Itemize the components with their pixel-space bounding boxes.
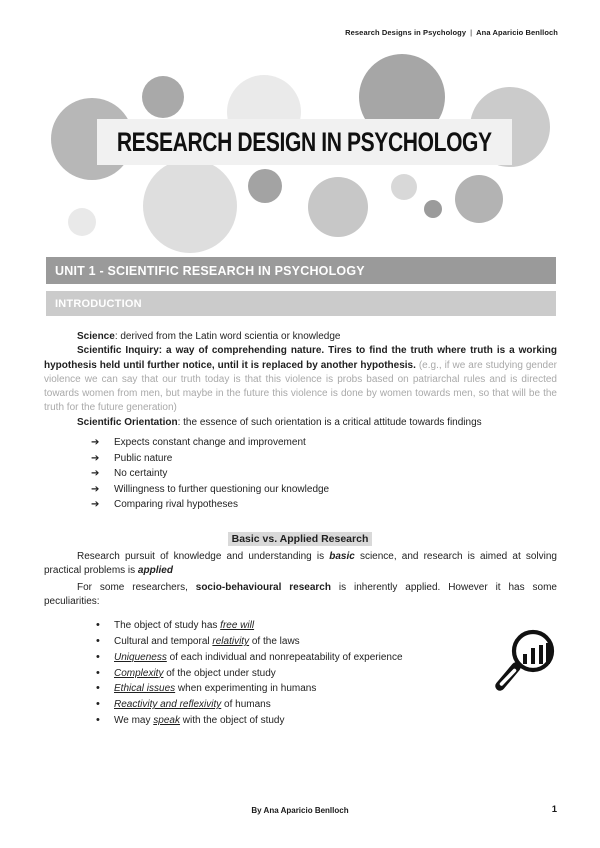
paragraph-science	[44, 330, 557, 344]
list-item	[44, 482, 557, 498]
list-item	[44, 497, 557, 513]
text-segment: speak	[153, 714, 180, 726]
text-segment: of the laws	[249, 635, 300, 647]
intro-section	[44, 330, 557, 513]
dot-bullet-icon: •	[96, 698, 100, 711]
text-segment: Complexity	[114, 667, 164, 679]
text-segment: : derived from the Latin word scientia or knowledge	[114, 331, 341, 342]
text-segment: (e.g., if we are studying gender violence we can say that our truth today is that this violence is probs based on patriarchal rules and is directed towards women from men, but maybe in the future this violence is done by women towards men, so that will be the truth for the future generation)	[44, 359, 557, 414]
text-segment: For some researchers,	[77, 581, 196, 593]
list-item-text	[114, 652, 403, 663]
arrow-bullet-icon: ➔	[91, 499, 100, 511]
text-segment: with the object of study	[179, 714, 285, 726]
text-segment: science, and research is aimed at solving practical problems is	[44, 551, 557, 577]
decorative-circle	[142, 76, 184, 118]
dot-bullet-icon: •	[96, 682, 100, 695]
document-title: RESEARCH DESIGN IN PSYCHOLOGY	[117, 126, 492, 157]
list-item-text	[114, 668, 276, 679]
list-item-text: Expects constant change and improvement	[114, 437, 306, 449]
list-item-text: Comparing rival hypotheses	[114, 499, 238, 511]
paragraph-inquiry	[44, 344, 557, 415]
text-segment: Cultural and temporal	[114, 635, 213, 647]
paragraph-socio-behavioural	[44, 581, 557, 610]
intro-heading-bar	[46, 291, 556, 316]
list-item	[44, 435, 557, 451]
unit-heading-bar	[46, 257, 556, 284]
magnifier-chart-icon	[490, 629, 556, 695]
text-segment: Scientific Orientation	[77, 416, 178, 428]
text-segment: Reactivity and reflexivity	[114, 699, 222, 711]
decorative-circle	[424, 200, 442, 218]
paragraph-basic-applied	[44, 550, 557, 579]
list-item	[44, 618, 557, 634]
decorative-circle	[68, 208, 96, 236]
decorative-circle	[455, 175, 503, 223]
text-segment: We may	[114, 714, 154, 726]
arrow-bullet-icon: ➔	[91, 483, 100, 495]
dot-bullet-icon: •	[96, 713, 100, 726]
text-segment: basic	[329, 551, 355, 562]
list-item	[44, 697, 557, 713]
peculiarities-bullet-list	[44, 618, 557, 729]
text-segment: Science	[77, 331, 115, 342]
text-segment: applied	[137, 565, 173, 577]
list-item-text	[114, 636, 300, 647]
dot-bullet-icon: •	[96, 666, 100, 679]
text-segment: socio-behavioural research	[195, 581, 331, 593]
footer-credit: By Ana Aparicio Benlloch	[251, 806, 349, 815]
list-item-text: No certainty	[114, 468, 168, 480]
footer-page-number: 1	[551, 804, 557, 815]
text-segment: : the essence of such orientation is a critical attitude towards findings	[177, 416, 482, 428]
orientation-arrow-list	[44, 435, 557, 513]
text-segment: Research pursuit of knowledge and understanding is	[77, 551, 330, 562]
text-segment: Scientific Inquiry:	[77, 345, 163, 357]
intro-heading: INTRODUCTION	[55, 297, 142, 310]
dot-bullet-icon: •	[96, 619, 100, 632]
text-segment: of the object under study	[163, 667, 276, 679]
list-item-text	[114, 699, 271, 710]
decorative-circle	[143, 159, 237, 253]
text-segment: Uniqueness	[114, 651, 167, 663]
unit-heading: UNIT 1 - SCIENTIFIC RESEARCH IN PSYCHOLOGY	[55, 263, 365, 278]
arrow-bullet-icon: ➔	[91, 468, 100, 480]
decorative-circle	[308, 177, 368, 237]
title-banner-plate	[97, 119, 512, 165]
paragraph-orientation	[44, 416, 557, 430]
text-segment: Ethical issues	[114, 683, 176, 695]
header-doc-title: Research Designs in Psychology	[345, 28, 467, 37]
header-author: Ana Aparicio Benlloch	[476, 28, 558, 37]
list-item	[44, 681, 557, 697]
text-segment: is inherently applied. However it has some peculiarities:	[44, 581, 557, 607]
list-item	[44, 650, 557, 666]
subheading-basic-vs-applied: Basic vs. Applied Research	[228, 532, 373, 546]
text-segment: a way of comprehending nature. Tires to find the truth where truth is a working hypothesis held until further notice, until it is replaced by another hypothesis.	[44, 345, 557, 371]
text-segment: of humans	[221, 699, 271, 711]
header-separator: |	[470, 28, 473, 37]
list-item-text	[114, 683, 316, 694]
dot-bullet-icon: •	[96, 650, 100, 663]
list-item-text	[114, 715, 284, 726]
text-segment: relativity	[212, 635, 250, 647]
list-item	[44, 466, 557, 482]
subheading-row	[0, 529, 600, 547]
decorative-circle	[391, 174, 417, 200]
list-item	[44, 451, 557, 467]
text-segment: of each individual and nonrepeatability of experience	[166, 651, 403, 663]
arrow-bullet-icon: ➔	[91, 452, 100, 464]
list-item	[44, 713, 557, 729]
basic-applied-section	[44, 550, 557, 729]
text-segment: when experimenting in humans	[175, 683, 317, 695]
decorative-circle	[248, 169, 282, 203]
list-item-text: Willingness to further questioning our knowledge	[114, 483, 330, 495]
list-item	[44, 634, 557, 650]
dot-bullet-icon: •	[96, 634, 100, 647]
list-item-text: Public nature	[114, 452, 173, 464]
list-item-text	[114, 620, 254, 631]
text-segment: free will	[220, 620, 255, 632]
list-item	[44, 666, 557, 682]
arrow-bullet-icon: ➔	[91, 437, 100, 449]
text-segment: The object of study has	[114, 620, 221, 632]
